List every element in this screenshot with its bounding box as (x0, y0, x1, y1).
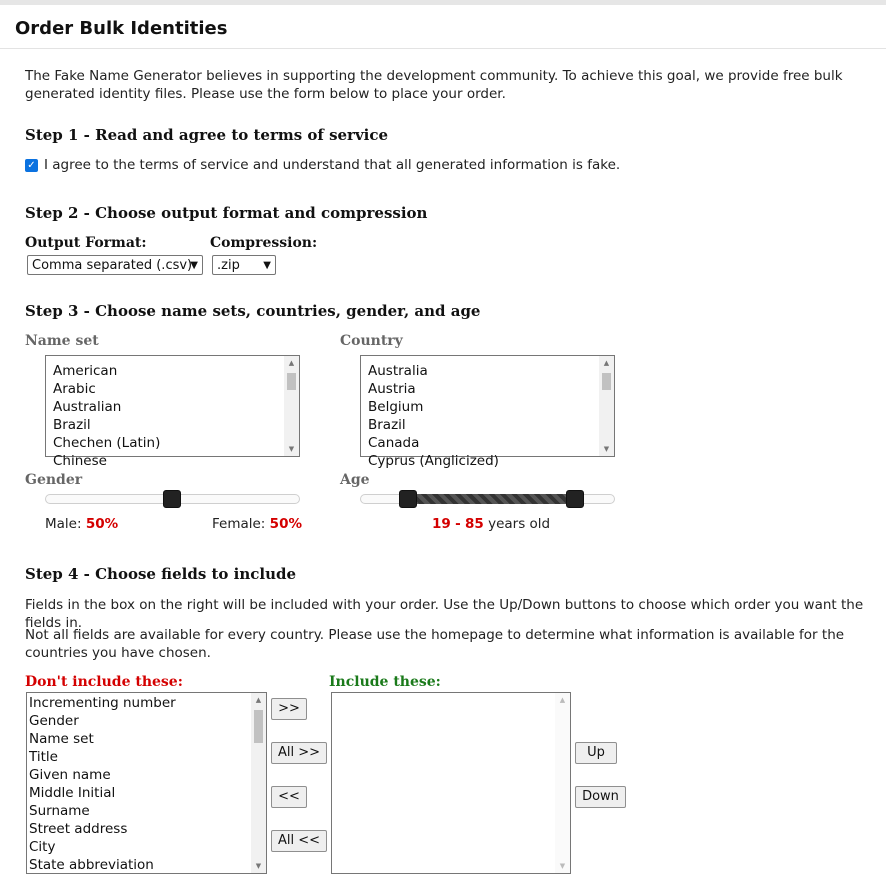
age-suffix: years old (488, 516, 551, 532)
title-divider (0, 48, 886, 49)
age-max: 85 (465, 516, 484, 532)
step1-heading: Step 1 - Read and agree to terms of service (25, 126, 389, 144)
list-item[interactable]: State abbreviation (29, 857, 154, 873)
include-scrollbar[interactable] (555, 693, 570, 873)
compression-value: .zip (217, 258, 240, 273)
step4-para2: Not all fields are available for every country. Please use the homepage to determine what information is available for the countries you have chosen. (25, 627, 845, 661)
scroll-thumb[interactable] (254, 710, 263, 743)
agree-label: I agree to the terms of service and understand that all generated information is fake. (44, 157, 621, 173)
remove-all-button[interactable]: All << (271, 830, 327, 852)
nameset-listbox[interactable] (45, 355, 300, 469)
list-item[interactable]: Title (29, 749, 58, 765)
male-readout (45, 516, 118, 532)
female-pct: 50% (269, 516, 302, 532)
list-item[interactable]: Australian (53, 399, 122, 415)
add-button[interactable]: >> (271, 698, 307, 720)
intro-text: The Fake Name Generator believes in supporting the development community. To achieve this goal, we provide free bulk generated identity files. Please use the form below to place your order. (25, 68, 843, 102)
list-item[interactable]: Middle Initial (29, 785, 116, 801)
nameset-label: Name set (25, 333, 99, 349)
male-pct: 50% (85, 516, 119, 532)
list-item[interactable]: Chechen (Latin) (53, 435, 161, 451)
list-item[interactable]: Incrementing number (29, 695, 176, 711)
step4-heading: Step 4 - Choose fields to include (25, 565, 297, 583)
male-label: Male: (45, 516, 82, 532)
list-item[interactable]: Canada (368, 435, 420, 451)
compression-select[interactable] (212, 255, 276, 275)
include-listbox[interactable] (331, 692, 571, 874)
list-item[interactable]: Brazil (368, 417, 406, 433)
list-item[interactable]: Given name (29, 767, 111, 783)
top-bar (0, 0, 886, 5)
country-items (368, 362, 499, 470)
chevron-down-icon: ▼ (190, 260, 198, 271)
list-item[interactable]: Austria (368, 381, 416, 397)
age-separator: - (455, 516, 461, 532)
include-label: Include these: (329, 674, 441, 690)
list-item[interactable]: American (53, 363, 118, 379)
exclude-items (29, 694, 176, 874)
agree-checkbox[interactable]: ✓ (25, 159, 38, 172)
list-item[interactable]: Chinese (53, 453, 107, 469)
scroll-up-icon[interactable]: ▲ (559, 696, 566, 704)
age-label: Age (340, 472, 370, 488)
nameset-scrollbar[interactable] (284, 356, 299, 456)
move-down-button[interactable]: Down (575, 786, 626, 808)
age-readout (432, 516, 550, 532)
list-item[interactable]: Street address (29, 821, 128, 837)
female-readout (212, 516, 302, 532)
exclude-listbox[interactable] (26, 692, 267, 874)
exclude-scrollbar[interactable] (251, 693, 266, 873)
list-item[interactable]: City (29, 839, 56, 855)
nameset-items (53, 362, 160, 470)
remove-button[interactable]: << (271, 786, 307, 808)
list-item[interactable]: Name set (29, 731, 94, 747)
list-item[interactable]: Gender (29, 713, 79, 729)
step4-para1: Fields in the box on the right will be included with your order. Use the Up/Down buttons to choose which order you want the fields in. (25, 597, 864, 631)
age-min: 19 (432, 516, 451, 532)
list-item[interactable]: Belgium (368, 399, 424, 415)
age-min-handle[interactable] (399, 490, 417, 508)
add-all-button[interactable]: All >> (271, 742, 327, 764)
output-format-select[interactable] (27, 255, 203, 275)
gender-slider-handle[interactable] (163, 490, 181, 508)
list-item[interactable]: Brazil (53, 417, 91, 433)
list-item[interactable]: Australia (368, 363, 428, 379)
compression-label: Compression: (210, 235, 318, 251)
scroll-thumb[interactable] (602, 373, 611, 390)
page-title: Order Bulk Identities (15, 18, 228, 39)
scroll-up-icon[interactable]: ▲ (288, 359, 295, 367)
country-scrollbar[interactable] (599, 356, 614, 456)
scroll-thumb[interactable] (287, 373, 296, 390)
scroll-up-icon[interactable]: ▲ (255, 696, 262, 704)
list-item[interactable]: Surname (29, 803, 90, 819)
output-format-value: Comma separated (.csv) (32, 258, 193, 273)
scroll-up-icon[interactable]: ▲ (603, 359, 610, 367)
age-max-handle[interactable] (566, 490, 584, 508)
step3-heading: Step 3 - Choose name sets, countries, gender, and age (25, 302, 481, 320)
scroll-down-icon[interactable]: ▼ (603, 445, 610, 453)
scroll-down-icon[interactable]: ▼ (559, 862, 566, 870)
list-item[interactable]: Arabic (53, 381, 96, 397)
scroll-down-icon[interactable]: ▼ (255, 862, 262, 870)
female-label: Female: (212, 516, 266, 532)
agree-row[interactable] (25, 157, 620, 173)
scroll-down-icon[interactable]: ▼ (288, 445, 295, 453)
country-listbox[interactable] (360, 355, 615, 469)
step2-heading: Step 2 - Choose output format and compression (25, 204, 428, 222)
gender-label: Gender (25, 472, 83, 488)
age-range-fill (408, 494, 576, 504)
exclude-label: Don't include these: (25, 674, 183, 690)
list-item[interactable]: Cyprus (Anglicized) (368, 453, 499, 469)
country-label: Country (340, 333, 403, 349)
move-up-button[interactable]: Up (575, 742, 617, 764)
chevron-down-icon: ▼ (263, 260, 271, 271)
output-format-label: Output Format: (25, 235, 147, 251)
